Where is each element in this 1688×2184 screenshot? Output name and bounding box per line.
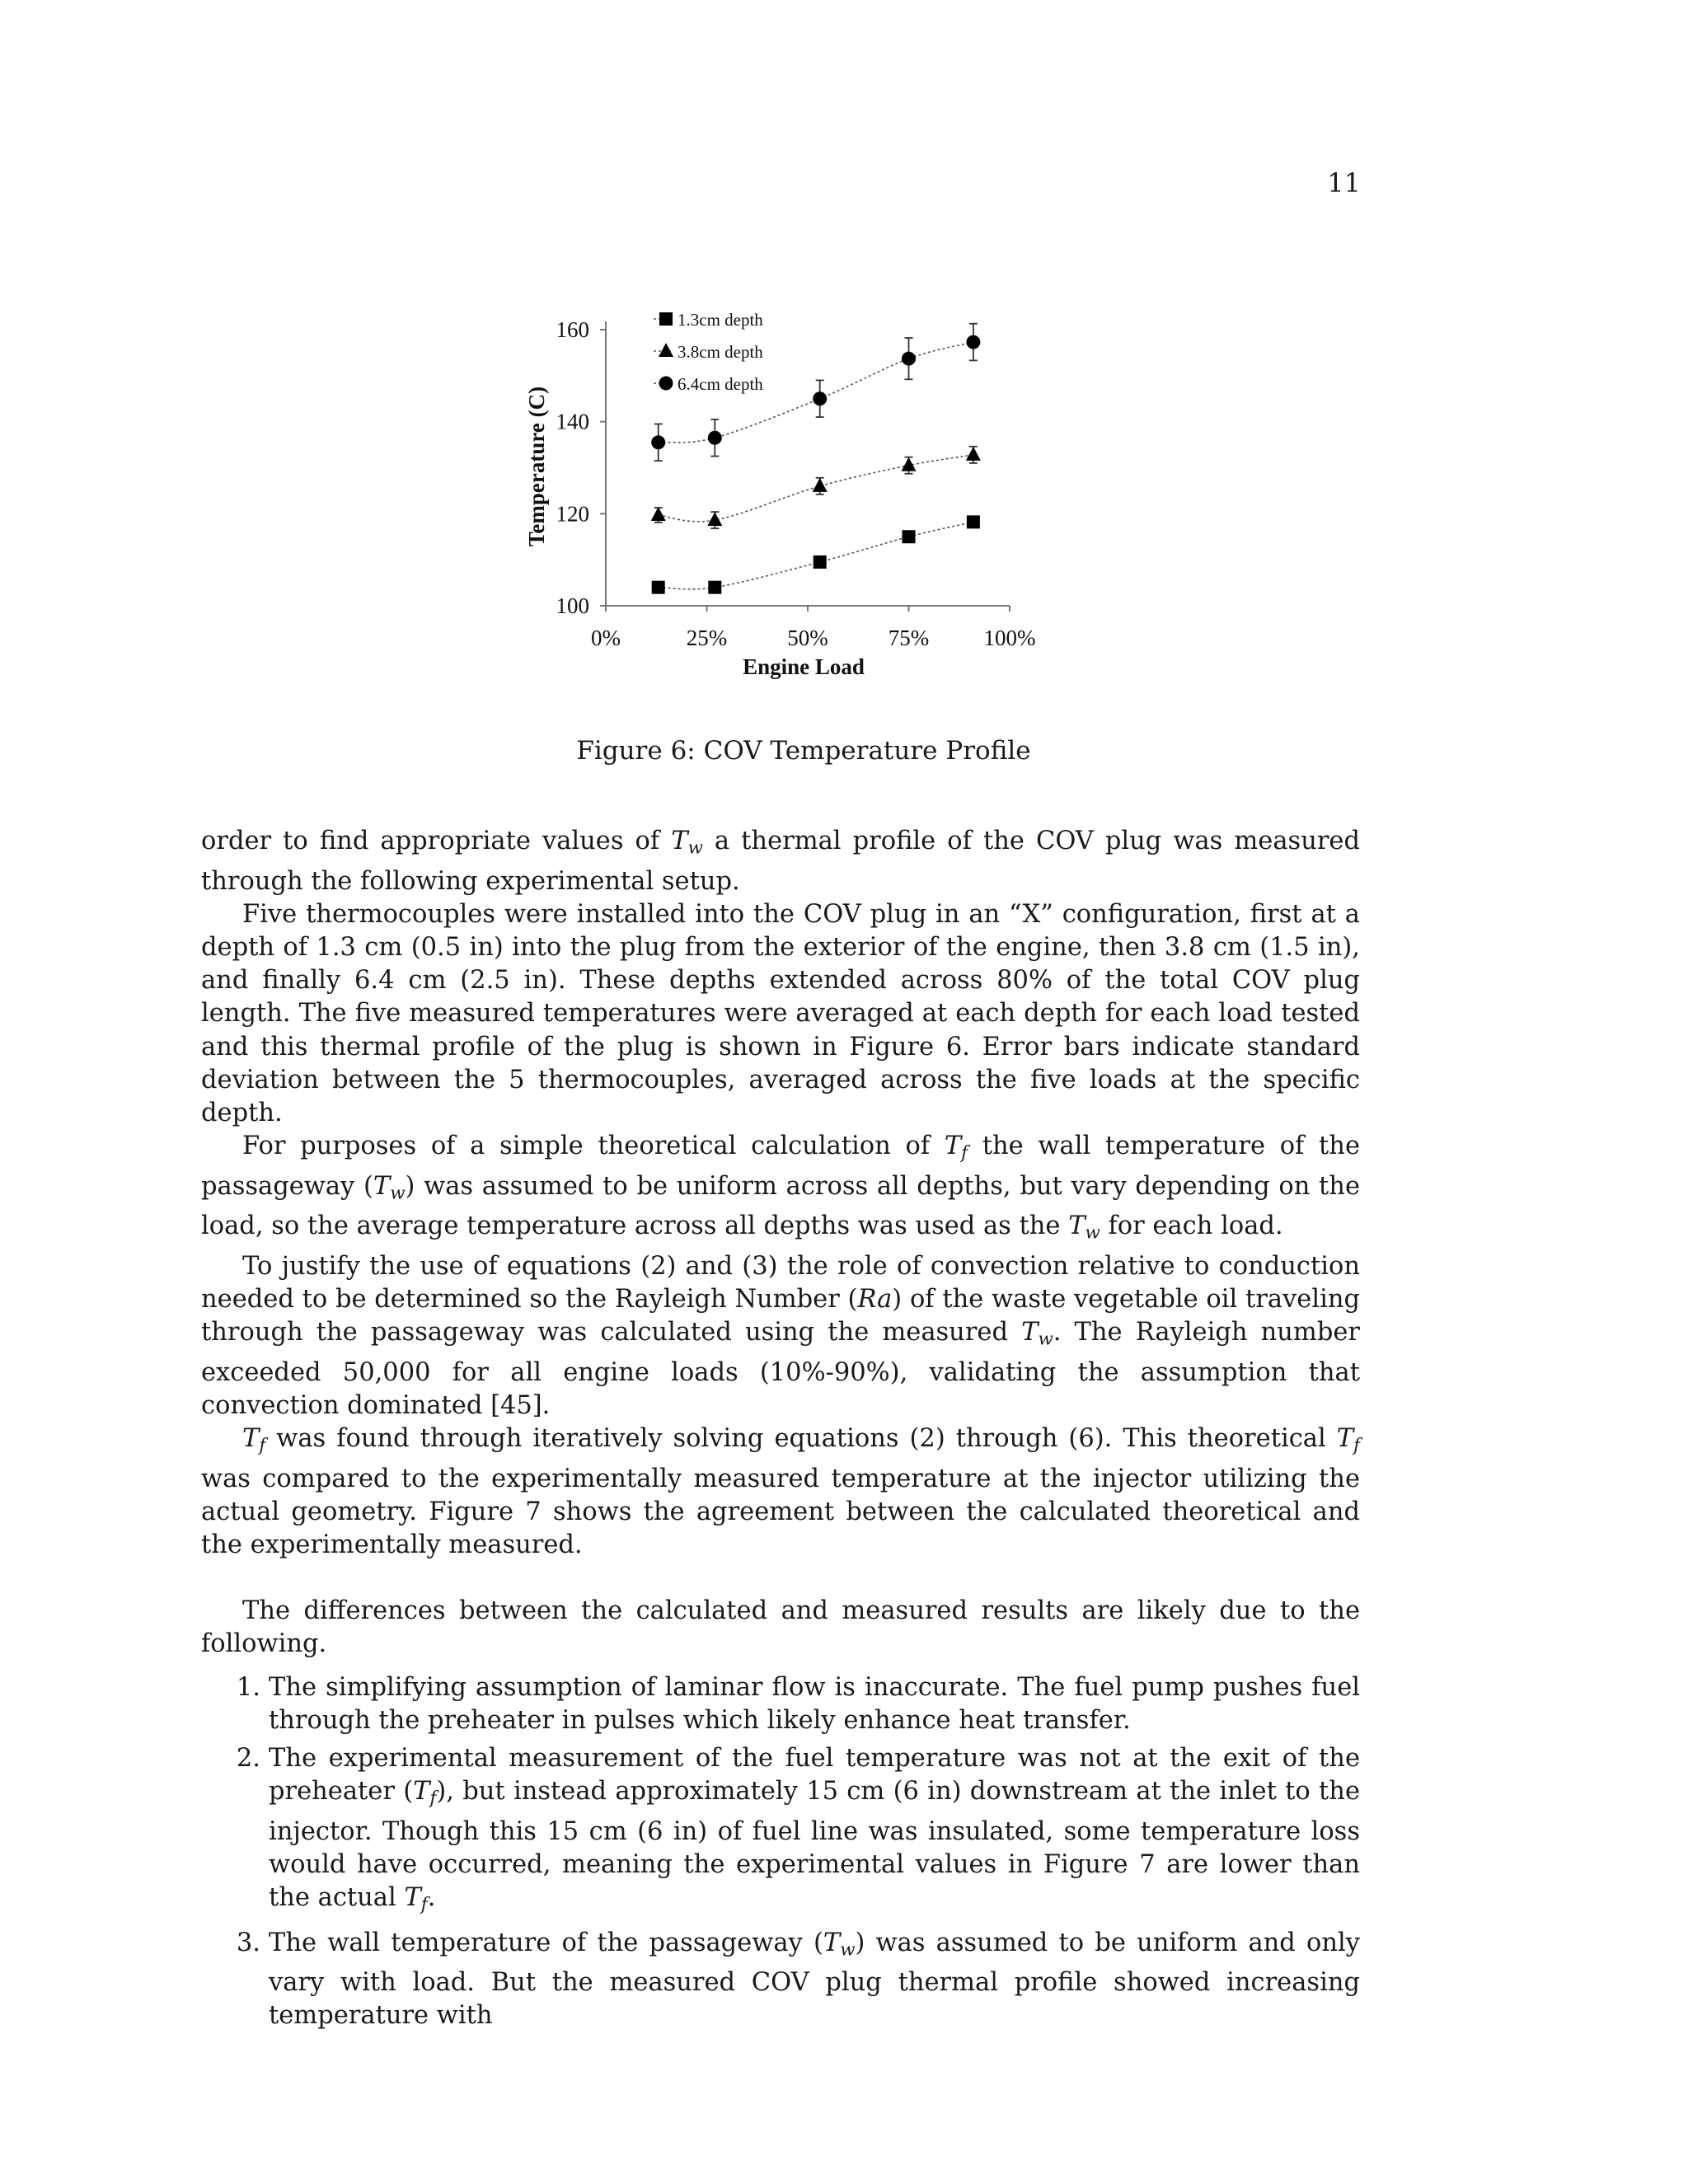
series-triangle [651, 447, 981, 528]
data-point [708, 581, 721, 594]
data-point [903, 530, 916, 543]
paragraph: $T_f$ was found through iteratively solving equations (2) through (6). This theoretical $T_f$ was compared to the experimentally measured temperature at the injector utilizing the actual geometry. Figure 7 shows the agreement between the calculated theoretical and the experimentally measured. [201, 1424, 1360, 1560]
x-tick-label: 75% [888, 626, 930, 650]
y-axis-label: Temperature (C) [524, 386, 549, 547]
figure-caption: Figure 6: COV Temperature Profile [576, 736, 1031, 766]
list-item [201, 1742, 1360, 1922]
legend-label: 6.4cm depth [678, 374, 763, 394]
paragraph: Five thermocouples were installed into the COV plug in an “X” configuration, first at a depth of 1.3 cm (0.5 in) into the plug from the exterior of the engine, then 3.8 cm (1.5 in), and finally 6.4 cm (2.5 in). These depths extended across 80% of the total COV plug length. The five measured temperatures were averaged at each depth for each load tested and this thermal profile of the plug is shown in Figure 6. Error bars indicate standard deviation between the 5 thermocouples, averaged across the five loads at the specific depth. [201, 899, 1360, 1127]
x-tick-label: 50% [787, 626, 828, 650]
list-item-text: The experimental measurement of the fuel temperature was not at the exit of the preheater $(T_f)$, but instead approximately 15 cm (6 in) downstream at the inlet to the injector. Though this 15 cm (6 in) of fuel line was insulated, some temperature loss would have occurred, meaning the experimental values in Figure 7 are lower than the actual $T_f$. [269, 1744, 1360, 1915]
legend-marker [659, 312, 673, 326]
numbered-list [201, 1671, 1360, 2033]
paragraph: To justify the use of equations (2) and (3) the role of convection relative to conduction needed to be determined so the Rayleigh Number (Ra) of the waste vegetable oil traveling through the passageway was calculated using the measured $T_w$. The Rayleigh number exceeded 50,000 for all engine loads (10%-90%), validating the assumption that convection dominated [45]. [201, 1251, 1361, 1420]
paragraph: The differences between the calculated and measured results are likely due to the following. [201, 1596, 1360, 1659]
data-point [707, 512, 722, 526]
data-point [966, 335, 980, 349]
list-item-number: 3. [236, 1928, 260, 1957]
list-item [201, 1927, 1360, 2033]
data-point [902, 352, 916, 366]
body-text [201, 825, 1360, 2038]
series-square [652, 515, 980, 593]
x-tick-label: 100% [983, 626, 1036, 650]
data-point [813, 391, 827, 405]
legend-label: 1.3cm depth [678, 310, 763, 330]
y-tick-label: 140 [556, 409, 589, 434]
list-item-number: 2. [236, 1744, 260, 1774]
legend-marker [659, 343, 673, 357]
data-point [651, 507, 666, 521]
page-number: 11 [1327, 167, 1361, 199]
data-point [967, 515, 980, 528]
paragraph: For purposes of a simple theoretical calculation of $T_f$ the wall temperature of the passageway $(T_w)$ was assumed to be uniform across all depths, but vary depending on the load, so the average temperature across all depths was used as the $T_w$ for each load. [201, 1132, 1360, 1244]
y-tick-label: 120 [556, 501, 589, 527]
list-item-text: The wall temperature of the passageway $(T_w)$ was assumed to be uniform and only vary with load. But the measured COV plug thermal profile showed increasing temperature with [269, 1928, 1360, 2031]
data-point [652, 581, 665, 594]
x-tick-label: 25% [686, 626, 728, 650]
temperature-profile-chart [0, 0, 1688, 742]
data-point [966, 447, 981, 461]
list-item-text: The simplifying assumption of laminar flow is inaccurate. The fuel pump pushes fuel through the preheater in pulses which likely enhance heat transfer. [269, 1672, 1360, 1735]
y-tick-label: 100 [556, 593, 589, 618]
y-tick-label: 160 [556, 317, 589, 342]
x-axis-label: Engine Load [743, 654, 865, 679]
legend-label: 3.8cm depth [678, 342, 763, 362]
data-point [651, 435, 665, 449]
list-item [201, 1671, 1360, 1737]
paragraph: order to find appropriate values of $T_w$ a thermal profile of the COV plug was measured through the following experimental setup. [201, 827, 1360, 896]
list-item-number: 1. [236, 1672, 260, 1702]
legend-marker [659, 377, 673, 391]
x-tick-label: 0% [591, 626, 621, 650]
data-point [708, 431, 722, 445]
data-point [814, 555, 827, 569]
data-point [813, 478, 828, 492]
